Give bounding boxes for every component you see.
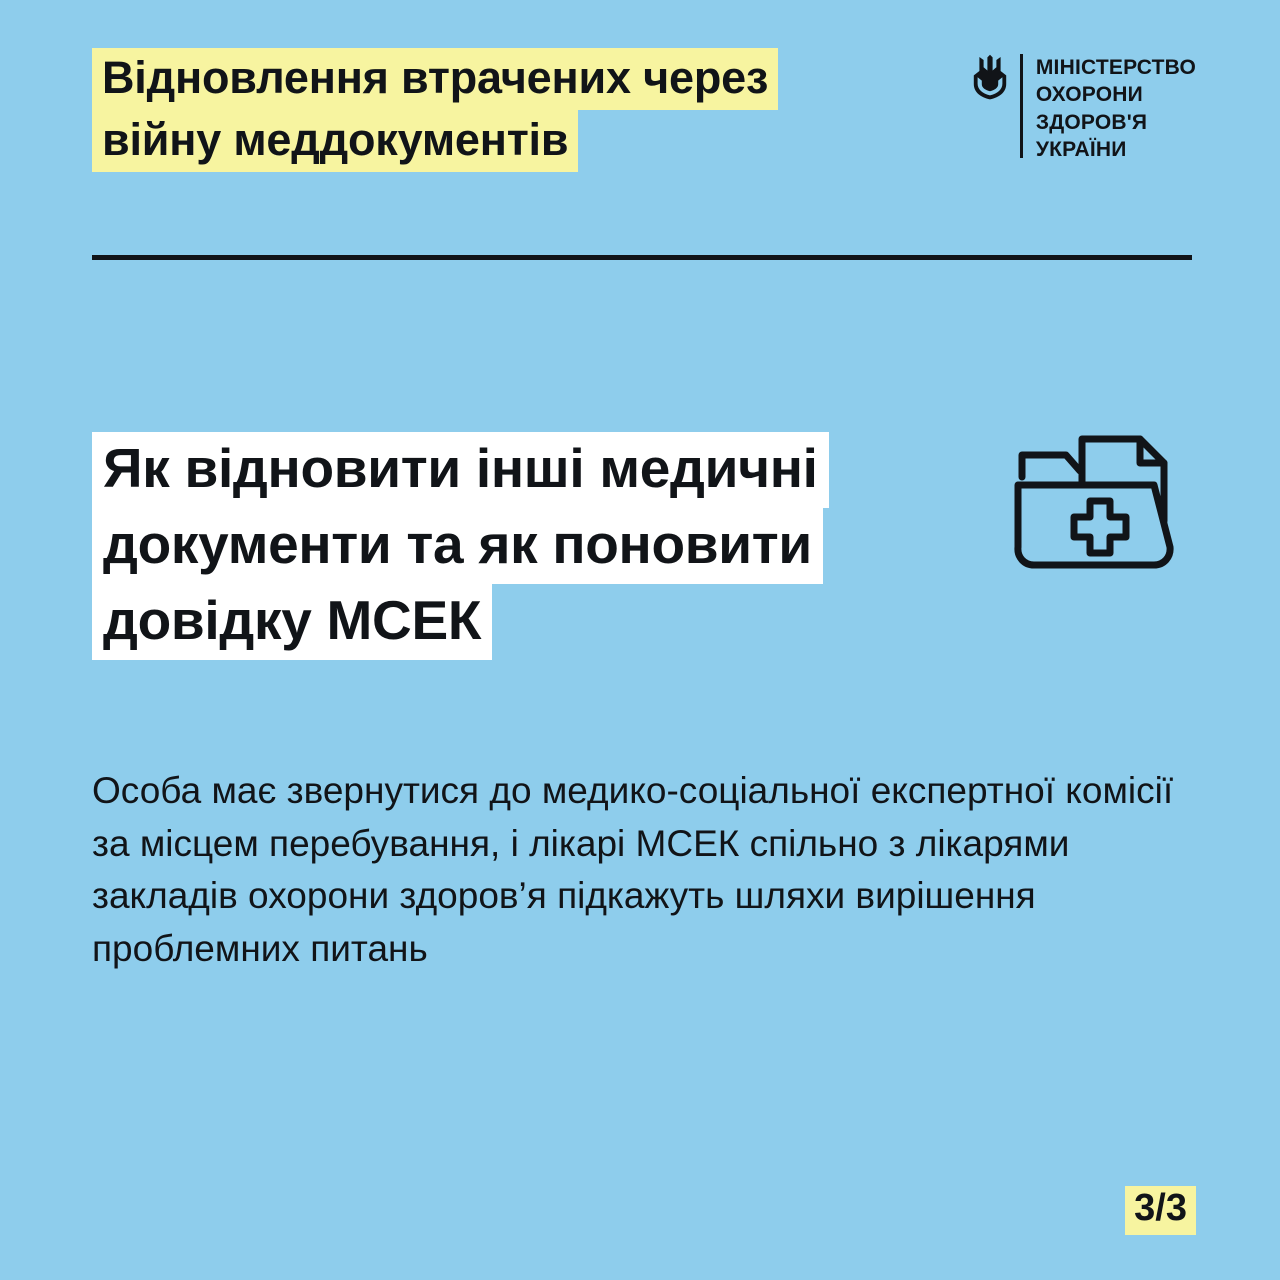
body-text <box>92 765 1197 975</box>
logo-text-line-1: МІНІСТЕРСТВО <box>1035 56 1196 79</box>
logo-text-line-3: ЗДОРОВ'Я <box>1035 110 1148 134</box>
header-title-line-2: війну меддокументів <box>92 110 578 172</box>
ministry-logo <box>973 54 1196 163</box>
body-paragraph: Особа має звернутися до медико-соціальної експертної комісії за місцем перебування, і лікарі МСЕК спільно з лікарями закладів охорони здоров’я підкажуть шляхи вирішення проблемних питань <box>92 770 1174 969</box>
logo-divider <box>1020 54 1023 158</box>
main-heading-line-1: Як відновити інші медичні <box>92 432 829 508</box>
header <box>92 48 1196 172</box>
header-title <box>92 48 778 172</box>
main-heading-line-2: документи та як поновити <box>92 508 823 584</box>
main-heading-line-3: довідку МСЕК <box>92 584 492 660</box>
horizontal-divider <box>92 255 1192 260</box>
medical-folder-icon <box>1004 425 1184 595</box>
ukraine-trident-icon <box>973 54 1007 100</box>
page-counter: 3/3 <box>1125 1186 1196 1235</box>
logo-text-line-2: ОХОРОНИ <box>1035 83 1143 107</box>
header-title-line-1: Відновлення втрачених через <box>92 48 778 110</box>
logo-text <box>1036 54 1196 163</box>
logo-text-line-4: УКРАЇНИ <box>1035 137 1127 161</box>
main-heading <box>92 432 829 660</box>
